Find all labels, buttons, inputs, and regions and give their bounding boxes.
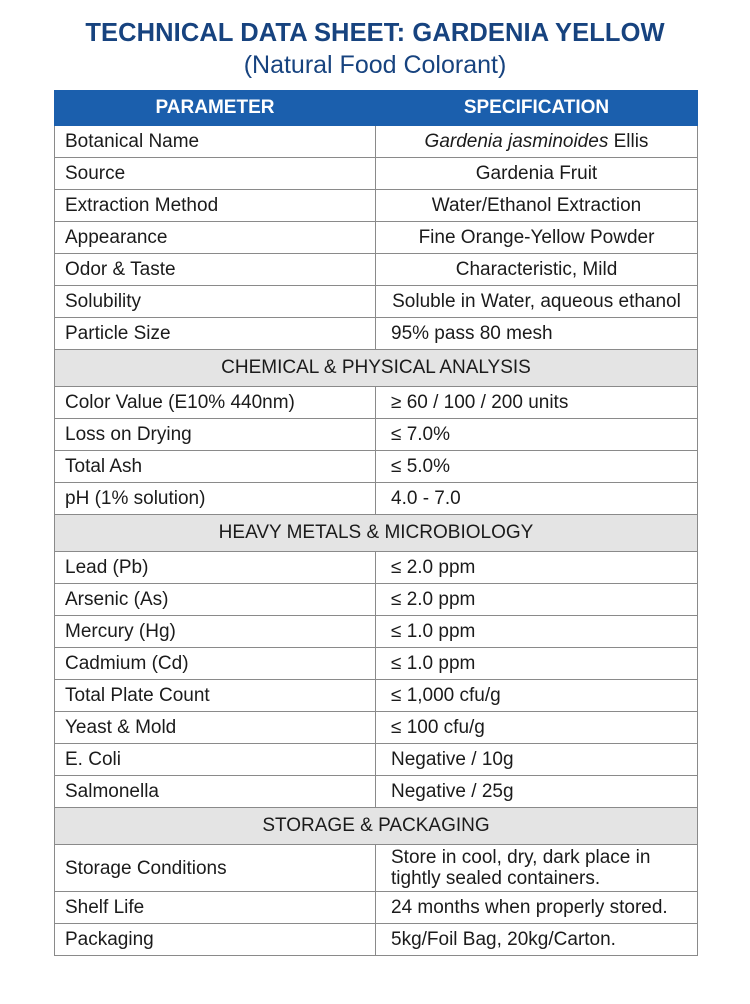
specification-cell: ≤ 2.0 ppm [376, 552, 698, 584]
parameter-cell: Extraction Method [55, 190, 376, 222]
parameter-cell: Lead (Pb) [55, 552, 376, 584]
specification-cell: Characteristic, Mild [376, 254, 698, 286]
specification-cell: ≥ 60 / 100 / 200 units [376, 387, 698, 419]
table-row [55, 451, 698, 483]
table-row [55, 222, 698, 254]
parameter-cell: Total Ash [55, 451, 376, 483]
table-row [55, 584, 698, 616]
specification-cell: Gardenia Fruit [376, 158, 698, 190]
table-row [55, 126, 698, 158]
section-title-chemical: CHEMICAL & PHYSICAL ANALYSIS [55, 350, 698, 387]
specification-cell: 95% pass 80 mesh [376, 318, 698, 350]
specification-cell: ≤ 100 cfu/g [376, 712, 698, 744]
specification-cell: ≤ 1.0 ppm [376, 648, 698, 680]
botanical-name-italic: Gardenia jasminoides [424, 130, 609, 152]
parameter-cell: pH (1% solution) [55, 483, 376, 515]
table-row [55, 776, 698, 808]
table-row [55, 158, 698, 190]
parameter-cell: Yeast & Mold [55, 712, 376, 744]
header-parameter: PARAMETER [55, 91, 376, 126]
specification-cell: ≤ 7.0% [376, 419, 698, 451]
parameter-cell: Arsenic (As) [55, 584, 376, 616]
page-title: TECHNICAL DATA SHEET: GARDENIA YELLOW [85, 19, 665, 47]
parameter-cell: Odor & Taste [55, 254, 376, 286]
parameter-cell: E. Coli [55, 744, 376, 776]
parameter-cell: Color Value (E10% 440nm) [55, 387, 376, 419]
specification-cell: Negative / 25g [376, 776, 698, 808]
parameter-cell: Appearance [55, 222, 376, 254]
parameter-cell: Salmonella [55, 776, 376, 808]
parameter-cell: Storage Conditions [55, 845, 376, 892]
parameter-cell: Source [55, 158, 376, 190]
parameter-cell: Mercury (Hg) [55, 616, 376, 648]
specification-cell: Fine Orange-Yellow Powder [376, 222, 698, 254]
table-row [55, 552, 698, 584]
table-row [55, 387, 698, 419]
table-row [55, 892, 698, 924]
parameter-cell: Solubility [55, 286, 376, 318]
parameter-cell: Botanical Name [55, 126, 376, 158]
parameter-cell: Particle Size [55, 318, 376, 350]
specification-cell [376, 126, 698, 158]
section-header-row [55, 808, 698, 845]
parameter-cell: Total Plate Count [55, 680, 376, 712]
specification-cell: ≤ 1,000 cfu/g [376, 680, 698, 712]
table-row [55, 419, 698, 451]
section-title-heavy-metals: HEAVY METALS & MICROBIOLOGY [55, 515, 698, 552]
table-row [55, 712, 698, 744]
specification-cell: Store in cool, dry, dark place in tightly sealed containers. [376, 845, 698, 892]
specification-cell: Negative / 10g [376, 744, 698, 776]
table-header-row [55, 91, 698, 126]
spec-table [54, 90, 698, 956]
section-title-storage: STORAGE & PACKAGING [55, 808, 698, 845]
specification-cell: Water/Ethanol Extraction [376, 190, 698, 222]
table-row [55, 254, 698, 286]
parameter-cell: Packaging [55, 924, 376, 956]
table-row [55, 318, 698, 350]
table-row [55, 680, 698, 712]
specification-cell: ≤ 2.0 ppm [376, 584, 698, 616]
table-row [55, 616, 698, 648]
specification-cell: ≤ 1.0 ppm [376, 616, 698, 648]
page-subtitle: (Natural Food Colorant) [243, 51, 507, 79]
specification-cell: 24 months when properly stored. [376, 892, 698, 924]
section-header-row [55, 515, 698, 552]
parameter-cell: Cadmium (Cd) [55, 648, 376, 680]
table-row [55, 924, 698, 956]
table-row [55, 845, 698, 892]
table-row [55, 286, 698, 318]
botanical-name-author: Ellis [608, 130, 649, 152]
parameter-cell: Loss on Drying [55, 419, 376, 451]
header-specification: SPECIFICATION [376, 91, 698, 126]
section-header-row [55, 350, 698, 387]
specification-cell: ≤ 5.0% [376, 451, 698, 483]
table-row [55, 744, 698, 776]
specification-cell: 4.0 - 7.0 [376, 483, 698, 515]
parameter-cell: Shelf Life [55, 892, 376, 924]
specification-cell: 5kg/Foil Bag, 20kg/Carton. [376, 924, 698, 956]
table-row [55, 483, 698, 515]
table-row [55, 190, 698, 222]
specification-cell: Soluble in Water, aqueous ethanol [376, 286, 698, 318]
table-row [55, 648, 698, 680]
